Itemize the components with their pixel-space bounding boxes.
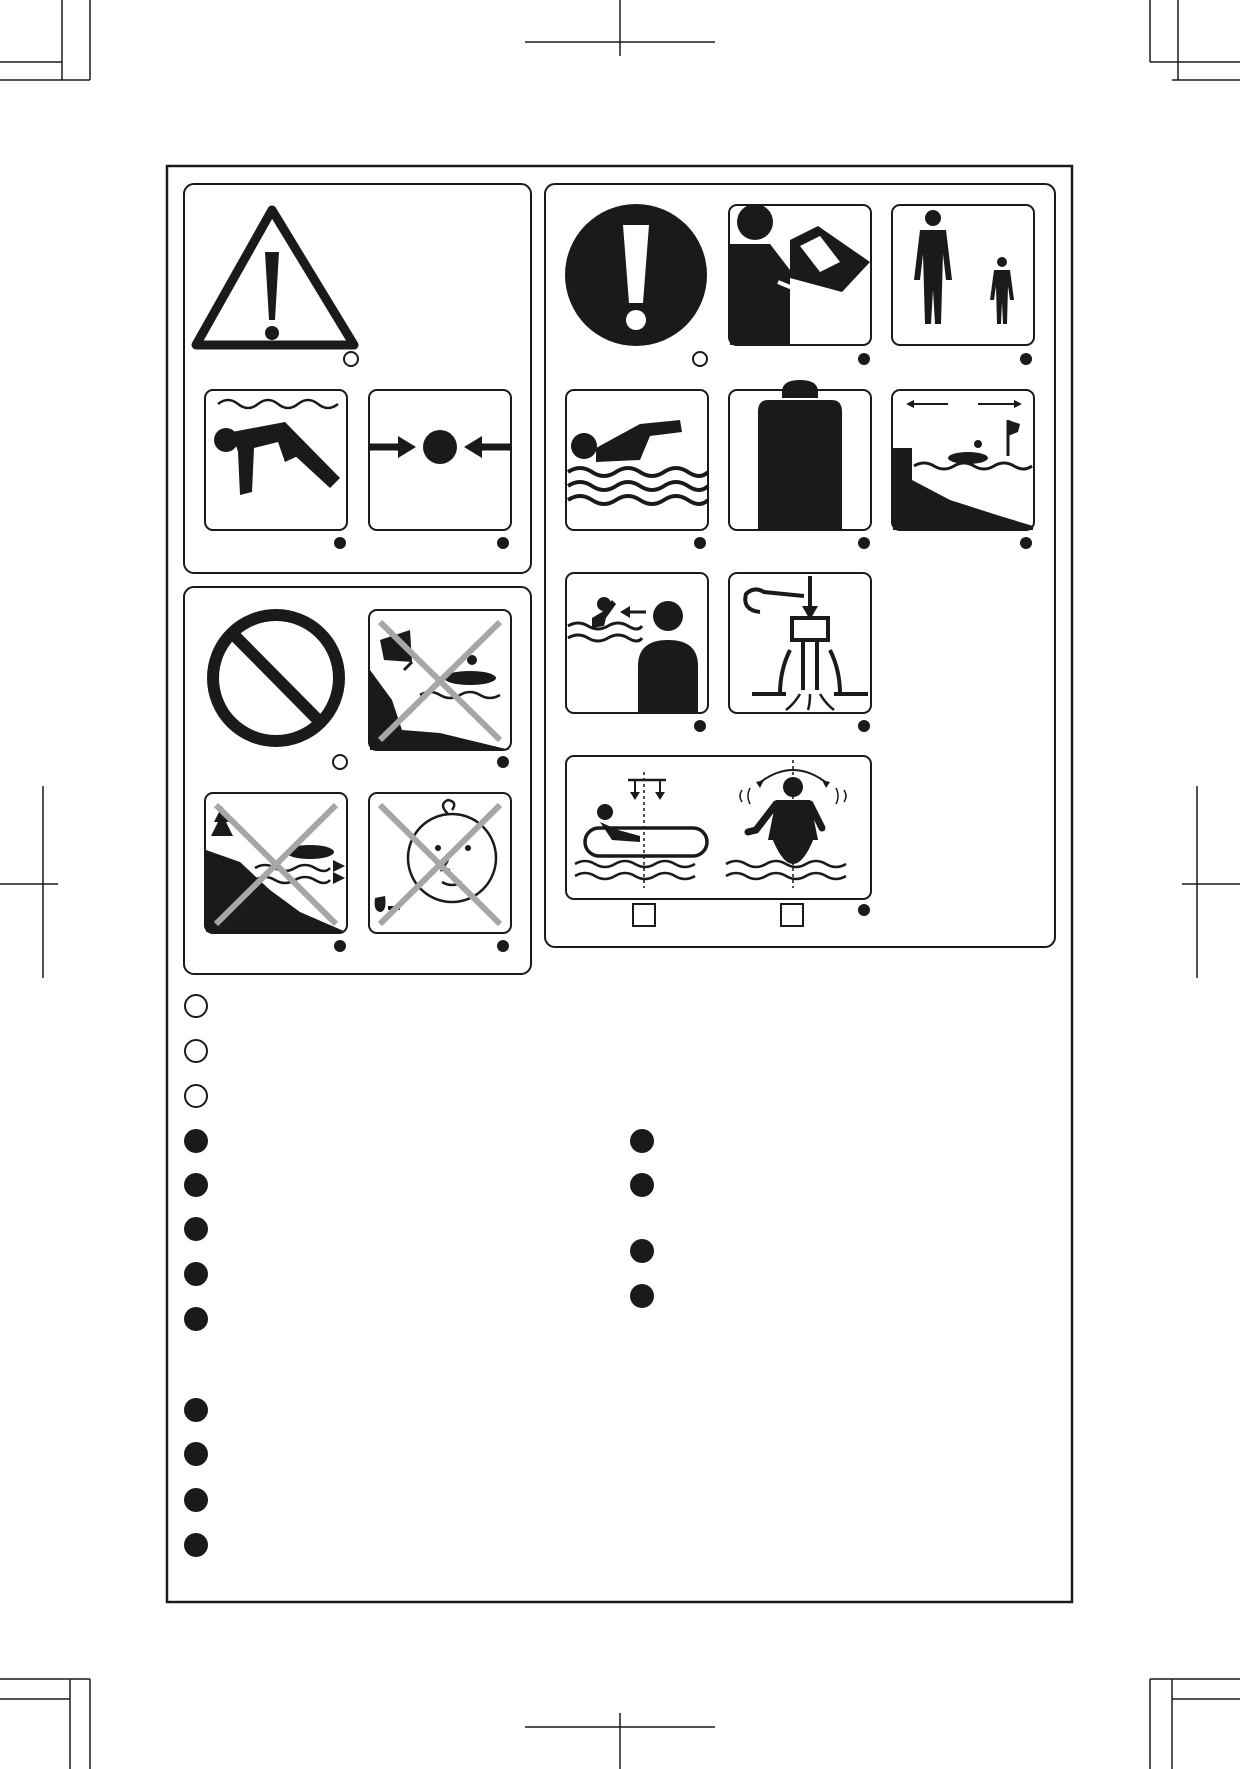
legend-filled-marker <box>184 1217 208 1241</box>
legend-filled-marker <box>184 1307 208 1331</box>
open-marker <box>333 755 347 769</box>
not-for-infants-icon <box>369 793 511 933</box>
filled-marker <box>1020 353 1032 365</box>
open-marker <box>693 352 707 366</box>
filled-marker <box>334 940 346 952</box>
mandatory-panel <box>545 184 1055 947</box>
adult-supervision-icon <box>892 205 1034 345</box>
filled-marker <box>497 756 509 768</box>
no-diving-icon <box>205 390 347 530</box>
legend-filled-marker <box>630 1173 654 1197</box>
filled-marker <box>858 720 870 732</box>
warning-triangle-icon <box>196 210 354 345</box>
warning-panel <box>184 184 531 573</box>
legend-open-marker <box>185 1085 207 1107</box>
option-checkbox-right <box>781 904 803 926</box>
legend-filled-marker <box>184 1262 208 1286</box>
open-marker <box>344 352 358 366</box>
read-manual-icon <box>729 204 871 345</box>
seating-position-icon <box>566 756 871 899</box>
mandatory-action-icon <box>565 204 707 346</box>
option-checkbox-left <box>633 904 655 926</box>
legend-filled-marker <box>184 1129 208 1153</box>
legend-filled-marker <box>630 1129 654 1153</box>
prohibition-panel <box>184 587 531 974</box>
filled-marker <box>858 537 870 549</box>
stay-near-shore-icon <box>892 390 1034 530</box>
prohibition-icon <box>213 615 339 741</box>
valve-handling-icon <box>729 573 871 713</box>
watch-users-icon <box>566 573 708 713</box>
legend-open-marker <box>185 995 207 1017</box>
no-offshore-wind-icon <box>369 610 511 750</box>
no-strong-current-icon <box>205 793 347 933</box>
filled-marker <box>694 720 706 732</box>
filled-marker <box>858 353 870 365</box>
filled-marker <box>1020 537 1032 549</box>
legend-open-marker <box>185 1040 207 1062</box>
legend-filled-marker <box>184 1173 208 1197</box>
filled-marker <box>858 904 870 916</box>
filled-marker <box>497 940 509 952</box>
max-load-weight-icon <box>729 380 871 530</box>
swimmers-only-icon <box>566 390 708 530</box>
legend-filled-marker <box>184 1442 208 1466</box>
keep-valve-closed-icon <box>369 390 511 530</box>
legend-filled-marker <box>184 1398 208 1422</box>
filled-marker <box>497 537 509 549</box>
legend-filled-marker <box>630 1239 654 1263</box>
legend-filled-marker <box>184 1488 208 1512</box>
filled-marker <box>334 537 346 549</box>
filled-marker <box>694 537 706 549</box>
legend-filled-marker <box>184 1533 208 1557</box>
legend <box>184 995 654 1557</box>
legend-filled-marker <box>630 1284 654 1308</box>
outer-frame <box>167 166 1072 1602</box>
